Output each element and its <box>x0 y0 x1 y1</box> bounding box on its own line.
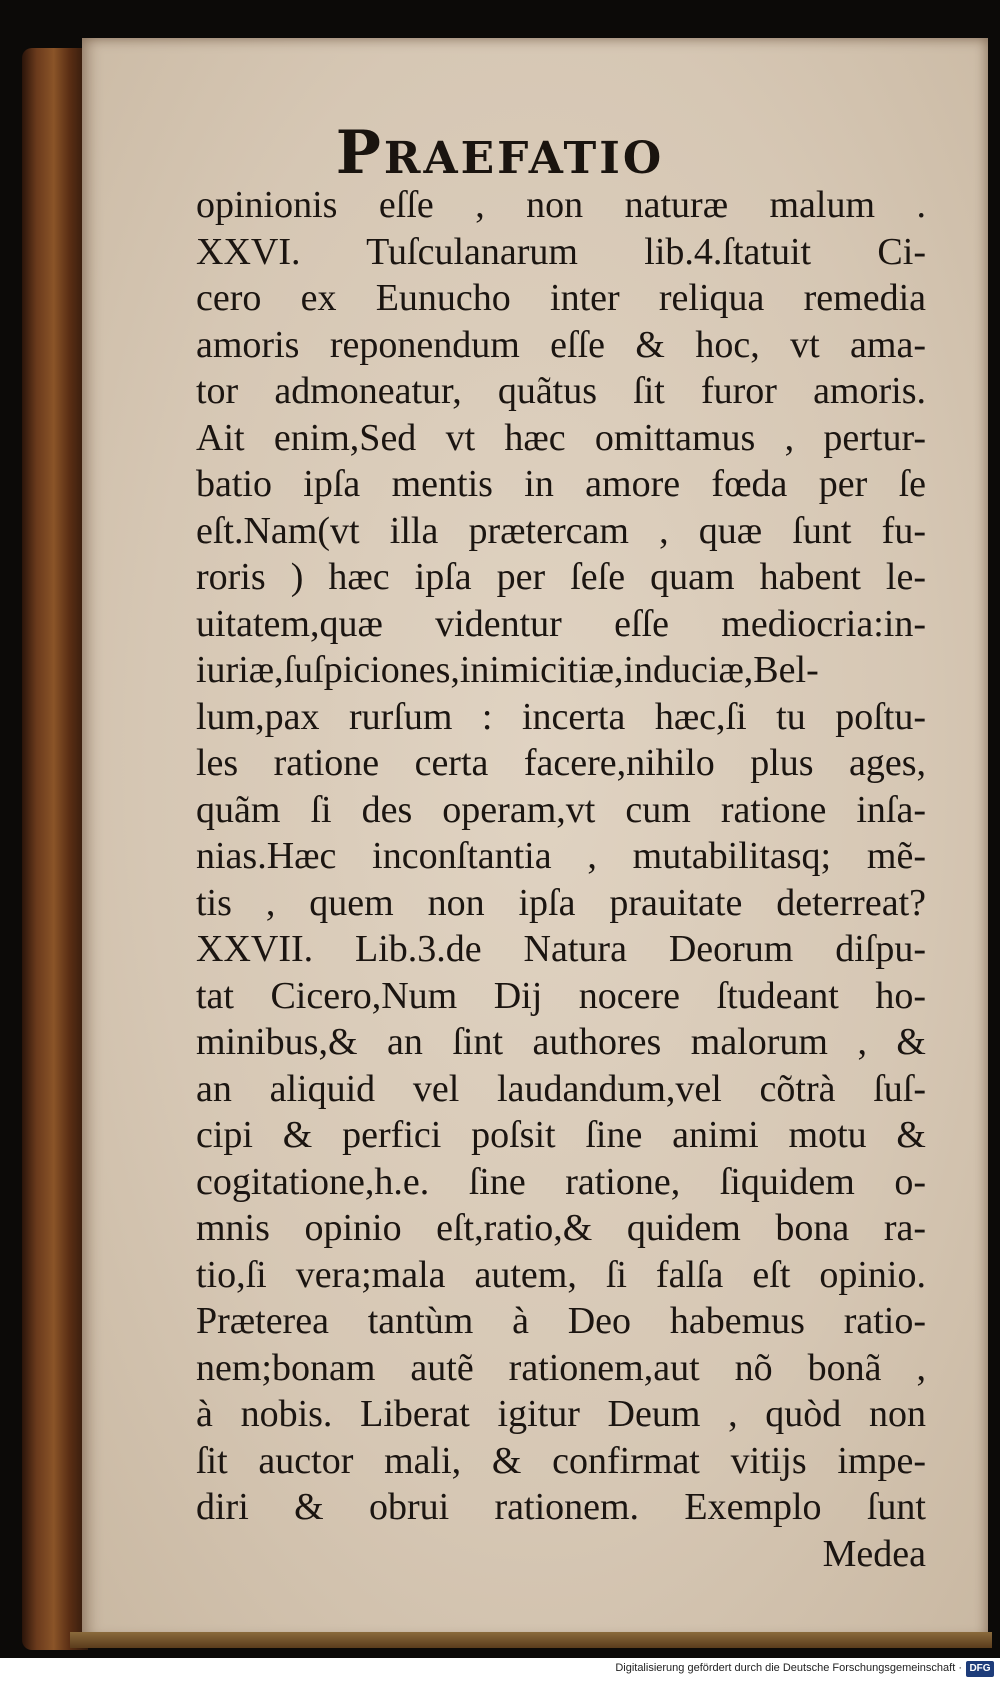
text-line: diri & obrui rationem. Exemplo ſunt <box>196 1486 926 1528</box>
text-line: nias.Hæc inconſtantia , mutabilitasq; mẽ- <box>196 835 926 877</box>
text-line: à nobis. Liberat igitur Deum , quòd non <box>196 1393 926 1435</box>
text-line: XXVII. Lib.3.de Natura Deorum diſpu- <box>196 928 926 970</box>
funding-notice: Digitalisierung gefördert durch die Deutsche Forschungsgemeinschaft · <box>615 1662 962 1674</box>
running-head-rest: RAEFATIO <box>383 133 665 184</box>
text-line: Ait enim,Sed vt hæc omittamus , pertur- <box>196 416 926 459</box>
text-line: opinionis eſſe , non naturæ malum . <box>196 184 926 226</box>
text-line: iuriæ,ſuſpiciones,inimicitiæ,induciæ,Bel- <box>196 649 819 691</box>
text-line: tor admoneatur, quãtus ſit furor amoris. <box>196 370 926 412</box>
text-line: quãm ſi des operam,vt cum ratione inſa- <box>196 788 926 831</box>
text-line: les ratione certa facere,nihilo plus ages, <box>196 742 926 784</box>
text-line: eſt.Nam(vt illa prætercam , quæ ſunt fu- <box>196 509 926 552</box>
text-line: an aliquid vel laudandum,vel cõtrà ſuſ- <box>196 1067 926 1110</box>
text-line: Præterea tantùm à Deo habemus ratio- <box>196 1300 926 1342</box>
text-line: roris ) hæc ipſa per ſeſe quam habent le- <box>196 556 926 598</box>
text-line: nem;bonam autẽ rationem,aut nõ bonã , <box>196 1346 926 1389</box>
text-line: XXVI. Tuſculanarum lib.4.ſtatuit Ci- <box>196 230 926 273</box>
text-line: tio,ſi vera;mala autem, ſi falſa eſt opinio. <box>196 1253 926 1296</box>
dfg-logo-icon: DFG <box>966 1661 994 1677</box>
text-line: batio ipſa mentis in amore fœda per ſe <box>196 463 926 505</box>
footer-bar <box>0 1658 1000 1684</box>
text-line: tat Cicero,Num Dij nocere ſtudeant ho- <box>196 974 926 1017</box>
book-fore-edge <box>22 48 88 1650</box>
text-line: ſit auctor mali, & confirmat vitijs impe- <box>196 1439 926 1482</box>
running-head-initial: P <box>335 118 384 188</box>
page-bottom-edge <box>70 1632 992 1648</box>
text-line: amoris reponendum eſſe & hoc, vt ama- <box>196 323 926 366</box>
text-line: mnis opinio eſt,ratio,& quidem bona ra- <box>196 1207 926 1249</box>
running-head <box>0 118 1000 188</box>
text-line: uitatem,quæ videntur eſſe mediocria:in- <box>196 602 926 645</box>
text-line: lum,pax rurſum : incerta hæc,ſi tu poſtu- <box>196 695 926 738</box>
text-line: cero ex Eunucho inter reliqua remedia <box>196 277 926 319</box>
text-line: cogitatione,h.e. ſine ratione, ſiquidem o- <box>196 1160 926 1203</box>
text-line: tis , quem non ipſa prauitate deterreat? <box>196 881 926 924</box>
body-text <box>196 182 926 1577</box>
text-line: minibus,& an ſint authores malorum , & <box>196 1021 926 1063</box>
text-line: cipi & perfici poſsit ſine animi motu & <box>196 1114 926 1156</box>
text-line: Medea <box>822 1532 926 1575</box>
